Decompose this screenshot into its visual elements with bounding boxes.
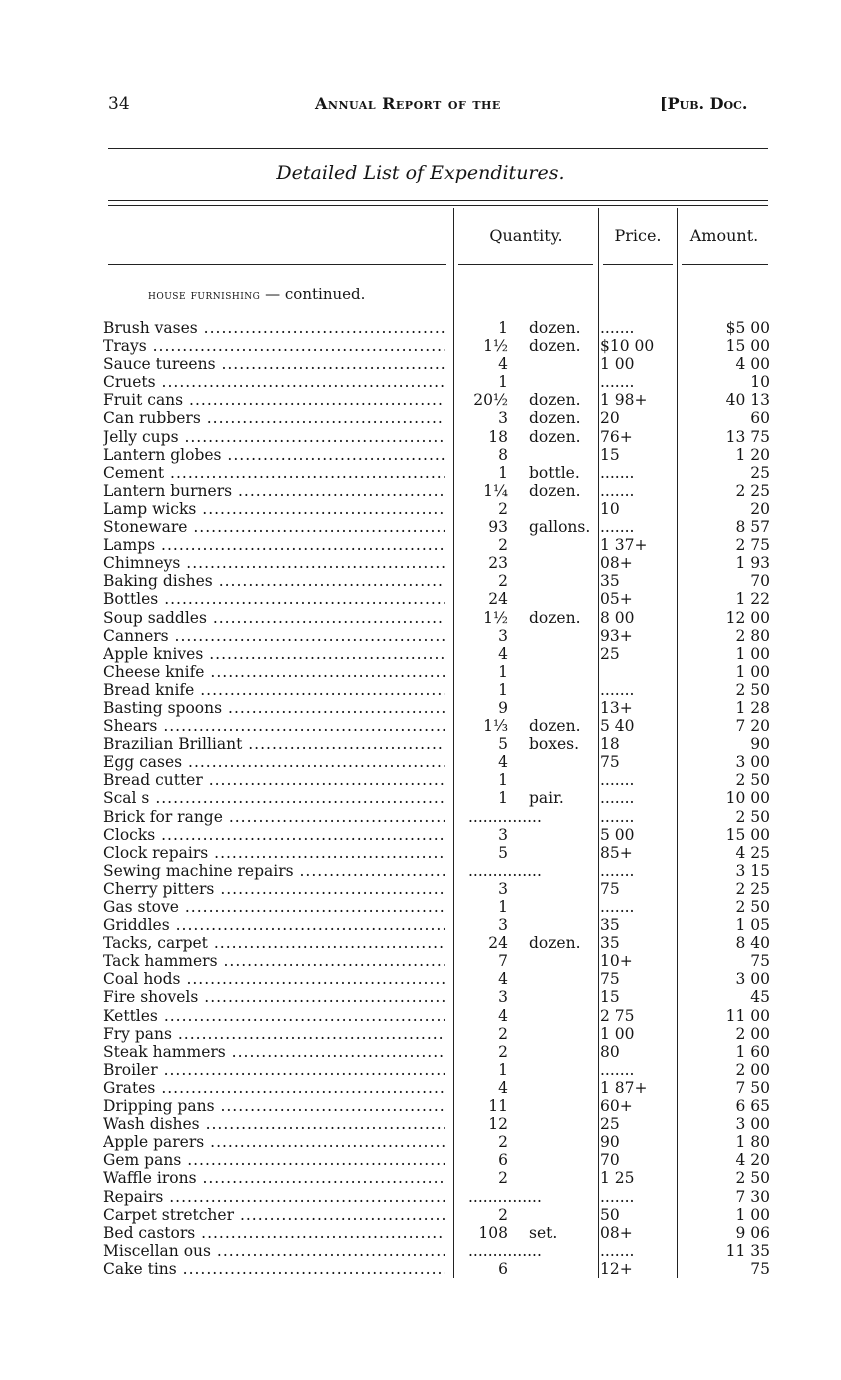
unit-cell: dozen. [529,391,581,410]
unit-cell: set. [529,1223,558,1242]
price-cell: 1 25 [600,1169,635,1188]
price-cell: 35 [600,934,620,953]
unit-cell: boxes. [529,735,580,754]
price-cell: 1 37+ [600,536,648,555]
quantity-cell: 3 [498,409,508,428]
item-name: Brush vases ..... [103,319,445,337]
table-row [0,1007,841,1025]
item-name: Jelly cups ..... [103,428,445,446]
quantity-cell: 3 [498,825,508,844]
item-name: Trays ..... [103,337,445,355]
price-cell: 05+ [600,590,633,609]
quantity-cell: 4 [498,753,508,772]
quantity-cell: 1 [498,680,508,699]
unit-cell: bottle. [529,463,580,482]
amount-cell: 10 00 [725,789,770,808]
item-name: Can rubbers ..... [103,409,445,427]
unit-cell: dozen. [529,717,581,736]
amount-cell: 7 20 [735,717,770,736]
item-name: Bottles ..... [103,590,445,608]
table-row [0,735,841,753]
table-row [0,970,841,988]
amount-cell: 20 [750,499,770,518]
item-name: Steak hammers ..... [103,1043,445,1061]
item-name: Cruets ..... [103,373,445,391]
price-cell: 75 [600,879,620,898]
table-row [0,1079,841,1097]
item-name: Canners ..... [103,627,445,645]
table-row [0,1043,841,1061]
item-name: Baking dishes ..... [103,572,445,590]
amount-cell: 90 [750,735,770,754]
price-cell: 10 [600,499,620,518]
item-name: Kettles ..... [103,1007,445,1025]
item-name: Miscellan ous ..... [103,1242,445,1260]
amount-cell: 2 50 [735,680,770,699]
amount-cell: 11 35 [725,1241,770,1260]
section-suffix: — continued. [260,285,366,303]
quantity-cell: 1½ [483,608,508,627]
amount-cell: 1 22 [735,590,770,609]
table-row [0,1188,841,1206]
table-row [0,572,841,590]
item-name: Tack hammers ..... [103,952,445,970]
quantity-cell: 4 [498,355,508,374]
price-cell: 93+ [600,626,633,645]
item-name: Gas stove ..... [103,898,445,916]
amount-cell: 25 [750,463,770,482]
table-row [0,988,841,1006]
table-row [0,681,841,699]
price-cell: 08+ [600,1223,633,1242]
table-row [0,699,841,717]
price-cell: $10 00 [600,337,655,356]
table-row [0,826,841,844]
table-row [0,337,841,355]
amount-cell: 3 15 [735,861,770,880]
table-row [0,627,841,645]
item-name: Fruit cans ..... [103,391,445,409]
quantity-cell: 2 [498,572,508,591]
table-row [0,916,841,934]
unit-cell: dozen. [529,319,581,337]
header-rule [108,148,768,149]
price-cell: 10+ [600,952,633,971]
quantity-cell: 23 [488,554,508,573]
table-row [0,1242,841,1260]
unit-cell: dozen. [529,608,581,627]
item-name: Brazilian Brilliant ..... [103,735,445,753]
table-row [0,898,841,916]
amount-cell: 12 00 [725,608,770,627]
table-row [0,1206,841,1224]
amount-cell: 3 00 [735,1115,770,1134]
quantity-cell: 3 [498,988,508,1007]
table-row [0,663,841,681]
price-cell: 15 [600,988,620,1007]
table-row [0,518,841,536]
price-cell: ....... [600,518,635,537]
amount-cell: 60 [750,409,770,428]
unit-cell: dozen. [529,427,581,446]
amount-cell: 1 00 [735,662,770,681]
price-cell: 13+ [600,698,633,717]
header-underline [682,264,768,265]
quantity-cell: 3 [498,626,508,645]
item-name: Cake tins ..... [103,1260,445,1278]
item-name: Clock repairs ..... [103,844,445,862]
section-title: house furnishing [148,288,261,303]
quantity-cell: 1 [498,319,508,337]
item-name: Shears ..... [103,717,445,735]
price-cell: ....... [600,1187,635,1206]
price-cell: ....... [600,898,635,916]
quantity-cell: 2 [498,1024,508,1043]
amount-cell: 2 00 [735,1024,770,1043]
amount-cell: 15 00 [725,825,770,844]
table-row [0,808,841,826]
amount-cell: 1 05 [735,916,770,935]
item-name: Lantern burners ..... [103,482,445,500]
amount-cell: 1 00 [735,1205,770,1224]
price-cell: ....... [600,373,635,392]
amount-cell: 11 00 [725,1006,770,1025]
table-top-rule [108,200,768,201]
quantity-cell: 1¼ [483,481,508,500]
quantity-cell: 6 [498,1151,508,1170]
unit-cell: gallons. [529,518,591,537]
table-row [0,880,841,898]
table-top-rule-thin [108,205,768,206]
item-name: Apple knives ..... [103,645,445,663]
price-cell: ....... [600,463,635,482]
quantity-cell: 4 [498,970,508,989]
price-cell: ....... [600,680,635,699]
quantity-cell: 2 [498,1169,508,1188]
quantity-cell: 5 [498,735,508,754]
amount-cell: 1 60 [735,1042,770,1061]
price-cell: 5 00 [600,825,635,844]
price-cell: ....... [600,807,635,826]
price-cell: 50 [600,1205,620,1224]
item-name: Sewing machine repairs ..... [103,862,445,880]
price-cell: 75 [600,970,620,989]
item-name: Lamp wicks ..... [103,500,445,518]
header-underline [603,264,673,265]
unit-cell: dozen. [529,409,581,428]
quantity-cell: 2 [498,1042,508,1061]
amount-cell: 13 75 [725,427,770,446]
amount-cell: 2 75 [735,536,770,555]
amount-cell: 6 65 [735,1097,770,1116]
item-name: Grates ..... [103,1079,445,1097]
item-name: Lantern globes ..... [103,446,445,464]
quantity-cell: 4 [498,1078,508,1097]
quantity-cell: 9 [498,698,508,717]
table-row [0,1115,841,1133]
price-cell: 25 [600,644,620,663]
amount-cell: 3 00 [735,753,770,772]
amount-cell: 75 [750,952,770,971]
page-number: 34 [108,94,130,114]
item-name: Wash dishes ..... [103,1115,445,1133]
quantity-cell: 8 [498,445,508,464]
header-underline [108,264,446,265]
amount-cell: 4 00 [735,355,770,374]
running-title: Annual Report of the [315,94,501,113]
quantity-cell: 3 [498,879,508,898]
unit-cell: dozen. [529,481,581,500]
price-cell: 75 [600,753,620,772]
quantity-cell: ............... [468,1187,542,1206]
table-row [0,428,841,446]
quantity-cell: 1 [498,373,508,392]
table-row [0,464,841,482]
amount-cell: 1 28 [735,698,770,717]
amount-cell: 2 50 [735,807,770,826]
amount-cell: 4 20 [735,1151,770,1170]
item-name: Brick for range ..... [103,808,445,826]
table-row [0,446,841,464]
quantity-cell: 1 [498,789,508,808]
item-name: Griddles ..... [103,916,445,934]
table-row [0,319,841,337]
price-cell: 85+ [600,843,633,862]
item-name: Bread cutter ..... [103,771,445,789]
item-name: Cement ..... [103,464,445,482]
amount-cell: 2 80 [735,626,770,645]
item-name: Cherry pitters ..... [103,880,445,898]
quantity-cell: 7 [498,952,508,971]
quantity-cell: 24 [488,934,508,953]
table-row [0,862,841,880]
item-name: Scal s ..... [103,789,445,807]
table-row [0,934,841,952]
table-row [0,554,841,572]
quantity-cell: 2 [498,1205,508,1224]
price-cell: 1 87+ [600,1078,648,1097]
table-row [0,1097,841,1115]
amount-cell: 2 25 [735,879,770,898]
table-row [0,645,841,663]
item-name: Sauce tureens ..... [103,355,445,373]
quantity-cell: 1 [498,898,508,916]
price-cell: 35 [600,916,620,935]
amount-cell: 3 00 [735,970,770,989]
price-column-header: Price. [614,226,662,245]
price-cell: 1 00 [600,1024,635,1043]
item-name: Fry pans ..... [103,1025,445,1043]
item-name: Bed castors ..... [103,1224,445,1242]
item-name: Coal hods ..... [103,970,445,988]
price-cell: ....... [600,481,635,500]
price-cell: 70 [600,1151,620,1170]
quantity-cell: 18 [488,427,508,446]
amount-cell: 2 50 [735,771,770,790]
item-name: Dripping pans ..... [103,1097,445,1115]
quantity-cell: 2 [498,499,508,518]
quantity-cell: 11 [488,1097,508,1116]
quantity-cell: 4 [498,644,508,663]
quantity-cell: ............... [468,1241,542,1260]
quantity-cell: 1 [498,771,508,790]
quantity-cell: 20½ [473,391,508,410]
price-cell: 2 75 [600,1006,635,1025]
table-title: Detailed List of Expenditures. [276,162,565,184]
table-row [0,771,841,789]
price-cell: ....... [600,771,635,790]
quantity-cell: 1 [498,1060,508,1079]
quantity-cell: ............... [468,807,542,826]
table-row [0,536,841,554]
amount-cell: $5 00 [725,319,770,337]
price-cell: 35 [600,572,620,591]
quantity-cell: 1 [498,662,508,681]
table-row [0,482,841,500]
amount-cell: 2 50 [735,1169,770,1188]
amount-cell: 15 00 [725,337,770,356]
amount-cell: 4 25 [735,843,770,862]
item-name: Chimneys ..... [103,554,445,572]
table-row [0,789,841,807]
amount-cell: 9 06 [735,1223,770,1242]
item-name: Waffle irons ..... [103,1169,445,1187]
quantity-cell: 3 [498,916,508,935]
quantity-cell: 1 [498,463,508,482]
price-cell: 25 [600,1115,620,1134]
expenditure-list [0,319,841,1278]
table-row [0,1260,841,1278]
price-cell: 18 [600,735,620,754]
table-row [0,844,841,862]
quantity-cell: ............... [468,861,542,880]
quantity-cell: 24 [488,590,508,609]
price-cell: 80 [600,1042,620,1061]
table-row [0,590,841,608]
amount-cell: 1 00 [735,644,770,663]
doc-label: [Pub. Doc. [660,94,748,113]
price-cell: ....... [600,1060,635,1079]
quantity-cell: 2 [498,536,508,555]
amount-cell: 40 13 [725,391,770,410]
unit-cell: dozen. [529,934,581,953]
price-cell: ....... [600,789,635,808]
quantity-cell: 1½ [483,337,508,356]
amount-cell: 2 00 [735,1060,770,1079]
price-cell: 15 [600,445,620,464]
table-row [0,609,841,627]
amount-cell: 7 50 [735,1078,770,1097]
quantity-cell: 108 [478,1223,508,1242]
price-cell: 20 [600,409,620,428]
table-row [0,1061,841,1079]
item-name: Gem pans ..... [103,1151,445,1169]
quantity-cell: 2 [498,1133,508,1152]
table-row [0,1169,841,1187]
price-cell: 1 98+ [600,391,648,410]
item-name: Lamps ..... [103,536,445,554]
table-row [0,355,841,373]
item-name: Fire shovels ..... [103,988,445,1006]
amount-column-header: Amount. [689,226,759,245]
quantity-column-header: Quantity. [489,226,563,245]
table-row [0,1025,841,1043]
amount-cell: 1 93 [735,554,770,573]
item-name: Broiler ..... [103,1061,445,1079]
price-cell: 90 [600,1133,620,1152]
amount-cell: 7 30 [735,1187,770,1206]
amount-cell: 2 50 [735,898,770,916]
amount-cell: 10 [750,373,770,392]
unit-cell: pair. [529,789,564,808]
item-name: Basting spoons ..... [103,699,445,717]
item-name: Tacks, carpet ..... [103,934,445,952]
price-cell: 76+ [600,427,633,446]
amount-cell: 1 80 [735,1133,770,1152]
price-cell: 12+ [600,1259,633,1278]
page-header [0,94,841,124]
table-row [0,373,841,391]
item-name: Carpet stretcher ..... [103,1206,445,1224]
item-name: Cheese knife ..... [103,663,445,681]
quantity-cell: 93 [488,518,508,537]
amount-cell: 70 [750,572,770,591]
table-row [0,952,841,970]
amount-cell: 8 40 [735,934,770,953]
quantity-cell: 4 [498,1006,508,1025]
price-cell: 1 00 [600,355,635,374]
amount-cell: 8 57 [735,518,770,537]
price-cell: ....... [600,861,635,880]
table-row [0,500,841,518]
item-name: Egg cases ..... [103,753,445,771]
table-row [0,1224,841,1242]
table-row [0,717,841,735]
price-cell: 8 00 [600,608,635,627]
section-heading [148,285,365,303]
amount-cell: 45 [750,988,770,1007]
table-row [0,1133,841,1151]
unit-cell: dozen. [529,337,581,356]
table-row [0,391,841,409]
price-cell: ....... [600,1241,635,1260]
table-row [0,1151,841,1169]
item-name: Bread knife ..... [103,681,445,699]
header-underline [458,264,593,265]
item-name: Clocks ..... [103,826,445,844]
quantity-cell: 6 [498,1259,508,1278]
amount-cell: 2 25 [735,481,770,500]
table-row [0,409,841,427]
price-cell: ....... [600,319,635,337]
item-name: Apple parers ..... [103,1133,445,1151]
item-name: Soup saddles ..... [103,609,445,627]
quantity-cell: 5 [498,843,508,862]
price-cell: 5 40 [600,717,635,736]
item-name: Stoneware ..... [103,518,445,536]
amount-cell: 1 20 [735,445,770,464]
quantity-cell: 12 [488,1115,508,1134]
price-cell: 60+ [600,1097,633,1116]
table-row [0,753,841,771]
item-name: Repairs ..... [103,1188,445,1206]
price-cell: 08+ [600,554,633,573]
amount-cell: 75 [750,1259,770,1278]
quantity-cell: 1⅓ [483,717,508,736]
